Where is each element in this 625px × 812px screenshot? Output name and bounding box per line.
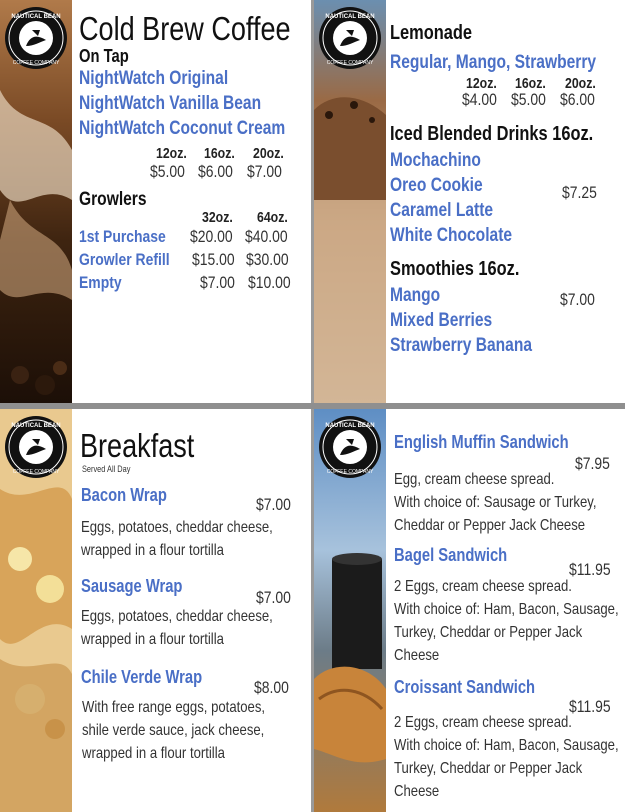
price: $7.00	[256, 495, 291, 514]
item-description: With choice of: Sausage or Turkey,	[394, 494, 597, 511]
size-header: 12oz.	[466, 75, 497, 92]
menu-item: White Chocolate	[390, 225, 513, 246]
item-description: shile verde sauce, jack cheese,	[82, 722, 265, 739]
drinks-panel	[314, 0, 625, 403]
sandwiches-panel	[314, 409, 625, 812]
nautical-bean-logo-icon	[4, 6, 68, 70]
price: $7.00	[247, 162, 282, 181]
item-description: Eggs, potatoes, cheddar cheese,	[81, 519, 273, 536]
menu-item: Croissant Sandwich	[394, 677, 536, 697]
price: $7.25	[562, 183, 597, 202]
price: $40.00	[245, 227, 288, 246]
size-header: 12oz.	[156, 145, 187, 162]
cold-brew-photo	[0, 0, 72, 403]
breakfast-title: Breakfast	[80, 427, 195, 464]
iced-blended-heading: Iced Blended Drinks 16oz.	[390, 123, 594, 145]
price: $11.95	[569, 560, 611, 579]
menu-item: English Muffin Sandwich	[394, 432, 569, 452]
price: $6.00	[560, 90, 595, 109]
svg-text:NAUTICAL BEAN: NAUTICAL BEAN	[325, 423, 375, 429]
price: $7.00	[560, 290, 595, 309]
price: $4.00	[462, 90, 497, 109]
growlers-heading: Growlers	[79, 189, 147, 210]
svg-text:COFFEE COMPANY: COFFEE COMPANY	[12, 469, 60, 475]
on-tap-heading: On Tap	[79, 46, 129, 66]
growler-row-name: 1st Purchase	[79, 227, 166, 246]
growler-row-name: Empty	[79, 273, 122, 292]
menu-item: Bacon Wrap	[81, 485, 167, 505]
item-description: 2 Eggs, cream cheese spread.	[394, 578, 572, 595]
menu-item: NightWatch Original	[79, 68, 229, 89]
price: $11.95	[569, 697, 611, 716]
item-description: Turkey, Cheddar or Pepper Jack	[394, 760, 583, 777]
nautical-bean-logo-icon	[318, 6, 382, 70]
svg-text:COFFEE COMPANY: COFFEE COMPANY	[326, 60, 374, 66]
item-description: Cheese	[394, 647, 440, 664]
svg-text:NAUTICAL BEAN: NAUTICAL BEAN	[325, 14, 375, 20]
cold-brew-panel	[0, 0, 311, 403]
lemonade-heading: Lemonade	[390, 22, 473, 44]
breakfast-panel	[0, 409, 311, 812]
price: $15.00	[192, 250, 235, 269]
menu-item: Bagel Sandwich	[394, 545, 508, 565]
item-description: Cheddar or Pepper Jack Cheese	[394, 517, 586, 534]
frappe-photo	[314, 0, 386, 403]
item-description: With free range eggs, potatoes,	[82, 699, 266, 716]
price: $10.00	[248, 273, 291, 292]
svg-text:NAUTICAL BEAN: NAUTICAL BEAN	[11, 423, 61, 429]
item-description: Eggs, potatoes, cheddar cheese,	[81, 608, 273, 625]
nautical-bean-logo-icon	[318, 415, 382, 479]
item-description: With choice of: Ham, Bacon, Sausage,	[394, 737, 619, 754]
price: $6.00	[198, 162, 233, 181]
size-header: 32oz.	[202, 209, 233, 226]
size-header: 16oz.	[204, 145, 235, 162]
item-description: wrapped in a flour tortilla	[81, 631, 224, 648]
menu-item: Strawberry Banana	[390, 335, 533, 356]
nautical-bean-logo-icon	[4, 415, 68, 479]
item-description: wrapped in a flour tortilla	[81, 542, 224, 559]
price: $5.00	[511, 90, 546, 109]
size-header: 20oz.	[565, 75, 596, 92]
menu-item: Caramel Latte	[390, 200, 494, 221]
item-description: With choice of: Ham, Bacon, Sausage,	[394, 601, 619, 618]
breakfast-wrap-photo	[0, 409, 72, 812]
item-description: wrapped in a flour tortilla	[82, 745, 225, 762]
price: $7.00	[200, 273, 235, 292]
menu-item: Mochachino	[390, 150, 481, 171]
croissant-photo	[314, 409, 386, 812]
lemonade-flavors: Regular, Mango, Strawberry	[390, 52, 597, 73]
price: $8.00	[254, 678, 289, 697]
menu-item: NightWatch Vanilla Bean	[79, 93, 262, 114]
cold-brew-title: Cold Brew Coffee	[79, 10, 291, 47]
price: $7.00	[256, 588, 291, 607]
menu-item: Mango	[390, 285, 441, 306]
breakfast-subtitle: Served All Day	[82, 464, 131, 474]
price: $7.95	[575, 454, 610, 473]
size-header: 20oz.	[253, 145, 284, 162]
item-description: Egg, cream cheese spread.	[394, 471, 555, 488]
menu-item: Oreo Cookie	[390, 175, 483, 196]
menu-item: Sausage Wrap	[81, 576, 183, 596]
price: $20.00	[190, 227, 233, 246]
size-header: 16oz.	[515, 75, 546, 92]
price: $30.00	[246, 250, 289, 269]
price: $5.00	[150, 162, 185, 181]
svg-text:COFFEE COMPANY: COFFEE COMPANY	[326, 469, 374, 475]
svg-text:COFFEE COMPANY: COFFEE COMPANY	[12, 60, 60, 66]
svg-text:NAUTICAL BEAN: NAUTICAL BEAN	[11, 14, 61, 20]
item-description: 2 Eggs, cream cheese spread.	[394, 714, 572, 731]
menu-item: Mixed Berries	[390, 310, 493, 331]
size-header: 64oz.	[257, 209, 288, 226]
menu-item: Chile Verde Wrap	[81, 667, 203, 687]
menu-item: NightWatch Coconut Cream	[79, 118, 286, 139]
item-description: Turkey, Cheddar or Pepper Jack	[394, 624, 583, 641]
item-description: Cheese	[394, 783, 440, 800]
smoothies-heading: Smoothies 16oz.	[390, 258, 520, 280]
growler-row-name: Growler Refill	[79, 250, 170, 269]
